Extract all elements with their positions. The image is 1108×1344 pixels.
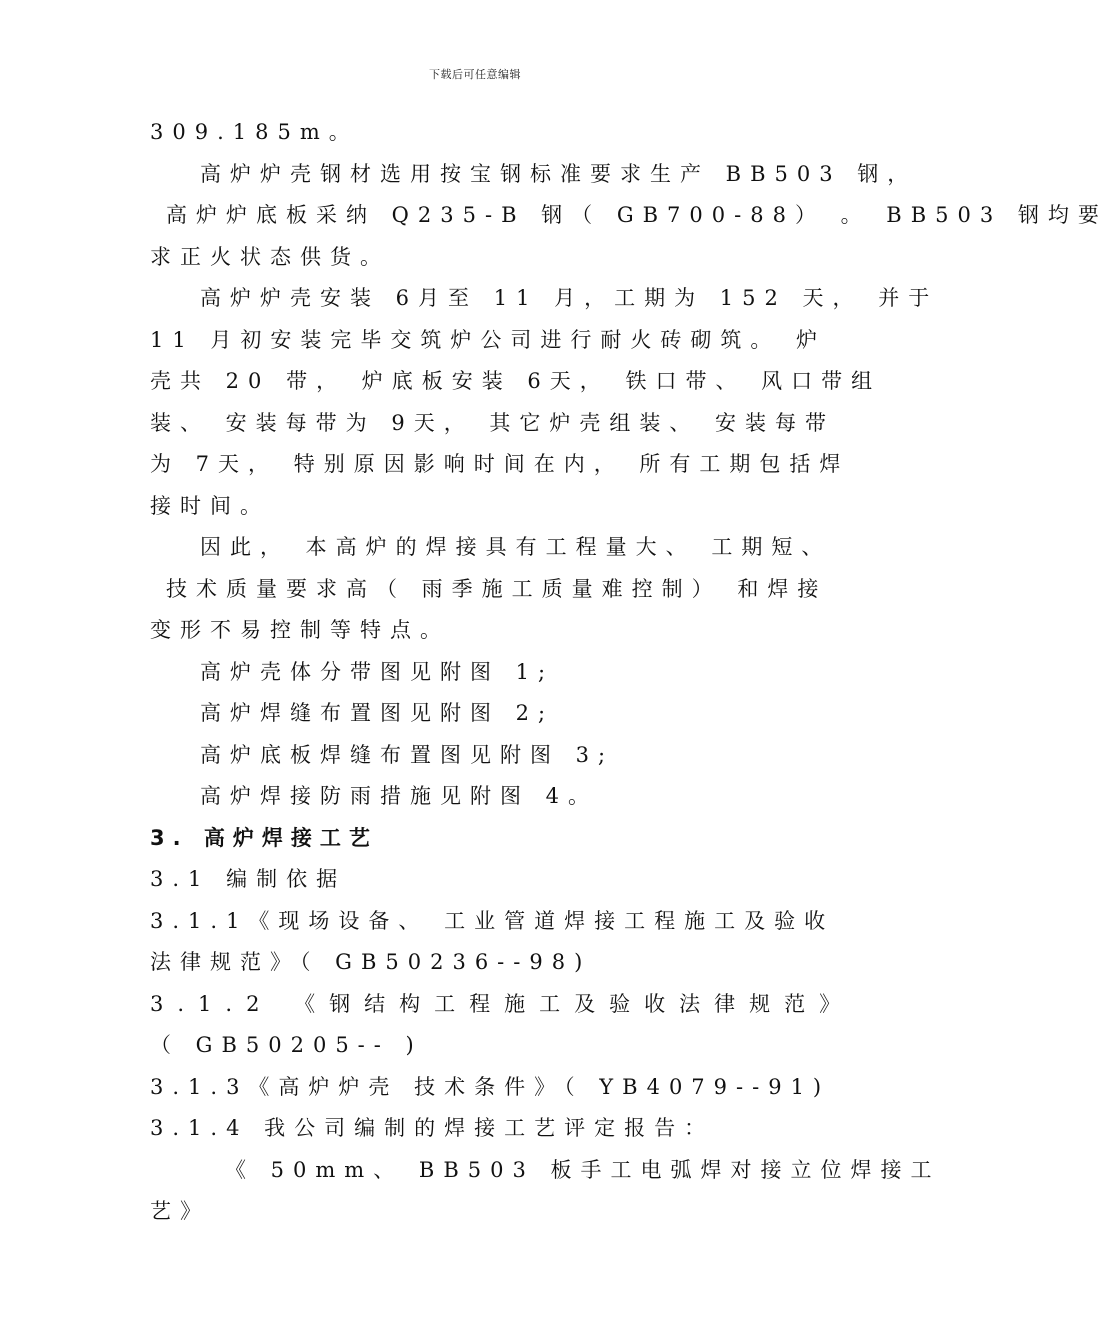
text-line: 接时间。 <box>150 493 270 518</box>
text-line: 高炉炉底板采纳 Q235-B 钢（ GB700-88） 。 BB503 钢均要 <box>166 203 1108 227</box>
document-body <box>150 112 1108 1233</box>
subsection-heading: 3.1 编制依据 <box>150 867 347 891</box>
paragraph-first-line: 因此， 本高炉的焊接具有工程量大、 工期短、 <box>200 535 832 559</box>
text-line: 为 7天， 特别原因影响时间在内， 所有工期包括焊 <box>150 452 850 476</box>
text-line: 艺》 <box>150 1199 210 1223</box>
figure-reference: 高炉壳体分带图见附图 1; <box>200 659 555 684</box>
text-line: 求正火状态供货。 <box>150 244 390 269</box>
text-line: 技术质量要求高（ 雨季施工质量难控制） 和焊接 <box>166 576 828 601</box>
reference-item: 3.1.3《高炉炉壳 技术条件》（ YB4079--91) <box>150 1074 831 1099</box>
paragraph-first-line: 高炉炉壳钢材选用按宝钢标准要求生产 BB503 钢， <box>200 161 918 186</box>
reference-item: 3.1.2 《钢结构工程施工及验收法律规范》 <box>150 991 855 1016</box>
text-line: 壳共 20 带， 炉底板安装 6天， 铁口带、 风口带组 <box>150 369 882 393</box>
page-header-note: 下载后可任意编辑 <box>429 68 521 81</box>
figure-reference: 高炉焊缝布置图见附图 2; <box>200 701 555 725</box>
text-line: 309.185m。 <box>150 120 359 144</box>
text-line: 11 月初安装完毕交筑炉公司进行耐火砖砌筑。 炉 <box>150 327 827 352</box>
section-heading: 3. 高炉焊接工艺 <box>150 825 378 850</box>
text-line: 法律规范》（ GB50236--98) <box>150 950 592 974</box>
text-line: 变形不易控制等特点。 <box>150 618 450 642</box>
text-line: （ GB50205-- ) <box>150 1033 423 1057</box>
reference-item: 3.1.4 我公司编制的焊接工艺评定报告： <box>150 1116 715 1140</box>
figure-reference: 高炉焊接防雨措施见附图 4。 <box>200 784 599 808</box>
paragraph-first-line: 高炉炉壳安装 6月至 11 月，工期为 152 天， 并于 <box>200 286 939 310</box>
reference-item: 3.1.1《现场设备、 工业管道焊接工程施工及验收 <box>150 908 835 933</box>
figure-reference: 高炉底板焊缝布置图见附图 3; <box>200 742 615 767</box>
text-line: 《 50mm、 BB503 板手工电弧焊对接立位焊接工 <box>225 1157 941 1182</box>
text-line: 装、 安装每带为 9天， 其它炉壳组装、 安装每带 <box>150 410 836 435</box>
